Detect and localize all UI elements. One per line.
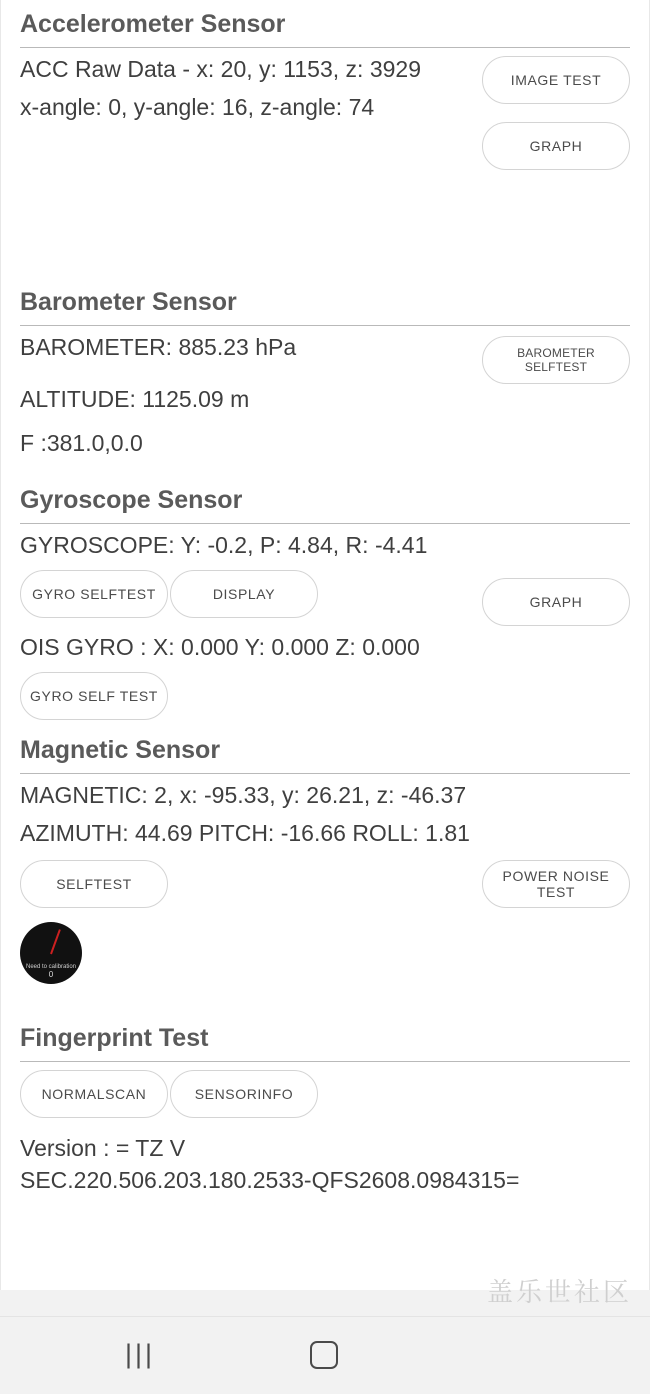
magnetic-reading: MAGNETIC: 2, x: -95.33, y: 26.21, z: -46.37: [20, 782, 467, 808]
gyroscope-button-row: [20, 570, 630, 618]
magnetic-body: [20, 774, 630, 984]
gyroscope-title: Gyroscope Sensor: [20, 486, 243, 514]
image-test-button[interactable]: IMAGE TEST: [482, 56, 630, 104]
recent-apps-icon[interactable]: |||: [125, 1339, 156, 1369]
power-noise-test-button[interactable]: POWER NOISE TEST: [482, 860, 630, 908]
compass-needle-icon: [50, 929, 61, 954]
barometer-body: [20, 326, 630, 476]
section-magnetic: [20, 720, 630, 984]
compass-indicator[interactable]: [20, 922, 82, 984]
ois-gyro-button-row: [20, 672, 630, 720]
section-gyroscope: [20, 476, 630, 720]
gyroscope-body: [20, 524, 630, 720]
section-barometer: [20, 278, 630, 476]
fingerprint-button-row: [20, 1070, 630, 1118]
section-fingerprint: [20, 1014, 630, 1196]
page-edge-left: [0, 0, 1, 1290]
normalscan-button[interactable]: NORMALSCAN: [20, 1070, 168, 1118]
magnetic-orientation: AZIMUTH: 44.69 PITCH: -16.66 ROLL: 1.81: [20, 820, 470, 846]
compass-value: 0: [48, 970, 54, 979]
gyroscope-reading: GYROSCOPE: Y: -0.2, P: 4.84, R: -4.41: [20, 532, 428, 558]
ois-gyro-reading: OIS GYRO : X: 0.000 Y: 0.000 Z: 0.000: [20, 634, 420, 660]
barometer-title: Barometer Sensor: [20, 288, 237, 316]
gyroscope-graph-button[interactable]: GRAPH: [482, 578, 630, 626]
acc-angles: x-angle: 0, y-angle: 16, z-angle: 74: [20, 94, 375, 120]
magnetic-selftest-button[interactable]: SELFTEST: [20, 860, 168, 908]
sensorinfo-button[interactable]: SENSORINFO: [170, 1070, 318, 1118]
community-watermark: 盖乐世社区: [486, 1278, 632, 1308]
system-navigation-bar: [0, 1316, 650, 1394]
accelerometer-title: Accelerometer Sensor: [20, 10, 286, 38]
fingerprint-version-line2: SEC.220.506.203.180.2533-QFS2608.0984315=: [20, 1167, 520, 1193]
barometer-pressure: BAROMETER: 885.23 hPa: [20, 334, 297, 360]
accelerometer-graph-button[interactable]: GRAPH: [482, 122, 630, 170]
barometer-selftest-button[interactable]: BAROMETER SELFTEST: [482, 336, 630, 384]
fingerprint-version-line1: Version : = TZ V: [20, 1135, 186, 1161]
barometer-altitude: ALTITUDE: 1125.09 m: [20, 386, 250, 412]
accelerometer-body: [20, 48, 630, 278]
divider: [20, 1061, 630, 1062]
gyro-selftest-button[interactable]: GYRO SELFTEST: [20, 570, 168, 618]
magnetic-button-row: [20, 860, 630, 908]
barometer-f-value: F :381.0,0.0: [20, 430, 143, 456]
compass-calibration-label: Need to calibration: [25, 964, 77, 970]
magnetic-title: Magnetic Sensor: [20, 736, 221, 764]
fingerprint-title: Fingerprint Test: [20, 1024, 209, 1052]
home-icon[interactable]: [310, 1341, 338, 1369]
acc-raw-data: ACC Raw Data - x: 20, y: 1153, z: 3929: [20, 56, 421, 82]
section-accelerometer: [20, 0, 630, 278]
gyro-display-button[interactable]: DISPLAY: [170, 570, 318, 618]
gyro-self-test-button[interactable]: GYRO SELF TEST: [20, 672, 168, 720]
